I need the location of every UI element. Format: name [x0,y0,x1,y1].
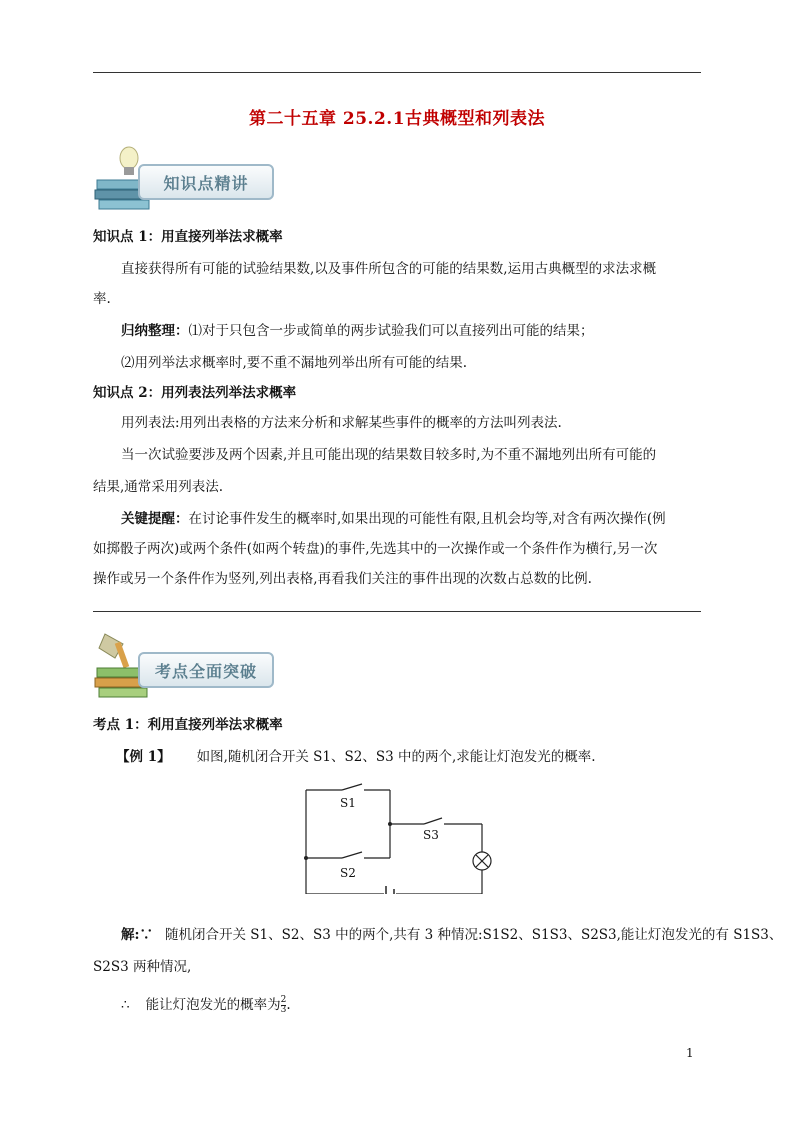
k1-summary1 [121,322,733,340]
example-label: 【例 1】 [116,749,171,765]
k2-tip2: 如掷骰子两次)或两个条件(如两个转盘)的事件,先选其中的一次操作或一个条件作为横行,另一次 [93,541,658,557]
k2-tip1 [121,510,733,528]
mid-rule [93,611,701,612]
summary-label: 归纳整理： [121,323,189,339]
page-title: 第二十五章 25.2.1古典概型和列表法 [248,109,546,129]
page-number: 1 [686,1046,694,1060]
solution-text1: 随机闭合开关 S1、S2、S3 中的两个,共有 3 种情况:S1S2、S1S3、S2S3,能让灯泡发光的有 S1S3、 [164,927,783,943]
solution-label: 解:∵ [121,927,153,943]
conclusion-text: 能让灯泡发光的概率为 [145,997,281,1013]
circuit-diagram [296,782,496,894]
solution-line1 [121,926,783,944]
k2-line3: 结果,通常采用列表法. [93,479,224,495]
exam-banner-label: 考点全面突破 [138,652,274,688]
k2-line1: 用列表法:用列出表格的方法来分析和求解某些事件的概率的方法叫列表法. [121,415,562,431]
tip-text1: 在讨论事件发生的概率时,如果出现的可能性有限,且机会均等,对含有两次操作(例 [188,511,666,527]
k1-heading: 知识点 1：用直接列举法求概率 [93,229,283,245]
k2-line2: 当一次试验要涉及两个因素,并且可能出现的结果数目较多时,为不重不漏地列出所有可能的 [121,447,657,463]
example-text: 如图,随机闭合开关 S1、S2、S3 中的两个,求能让灯泡发光的概率. [196,749,596,765]
label-s1: S1 [340,796,356,810]
example-line [116,748,728,766]
therefore-symbol: ∴ [121,997,130,1013]
knowledge-banner-label: 知识点精讲 [138,164,274,200]
solution-line2: S2S3 两种情况, [93,959,192,975]
k2-tip3: 操作或另一个条件作为竖列,列出表格,再看我们关注的事件出现的次数占总数的比例. [93,571,592,587]
top-rule [93,72,701,73]
e1-heading: 考点 1：利用直接列举法求概率 [93,717,283,733]
conclusion-line: ∴ 能让灯泡发光的概率为 $\frac{2}{3}$ . [121,995,291,1015]
k1-line1: 直接获得所有可能的试验结果数,以及事件所包含的可能的结果数,运用古典概型的求法求概 [121,261,657,277]
probability-fraction: $\frac{2}{3}$ [280,995,287,1015]
label-s2: S2 [340,866,356,880]
label-s3: S3 [423,828,439,842]
k1-line2: 率. [93,291,111,307]
summary-text1: ⑴对于只包含一步或简单的两步试验我们可以直接列出可能的结果； [188,323,594,339]
k2-heading: 知识点 2：用列表法列举法求概率 [93,385,297,401]
k1-summary2: ⑵用列举法求概率时,要不重不漏地列举出所有可能的结果. [121,355,468,371]
tip-label: 关键提醒： [121,511,189,527]
